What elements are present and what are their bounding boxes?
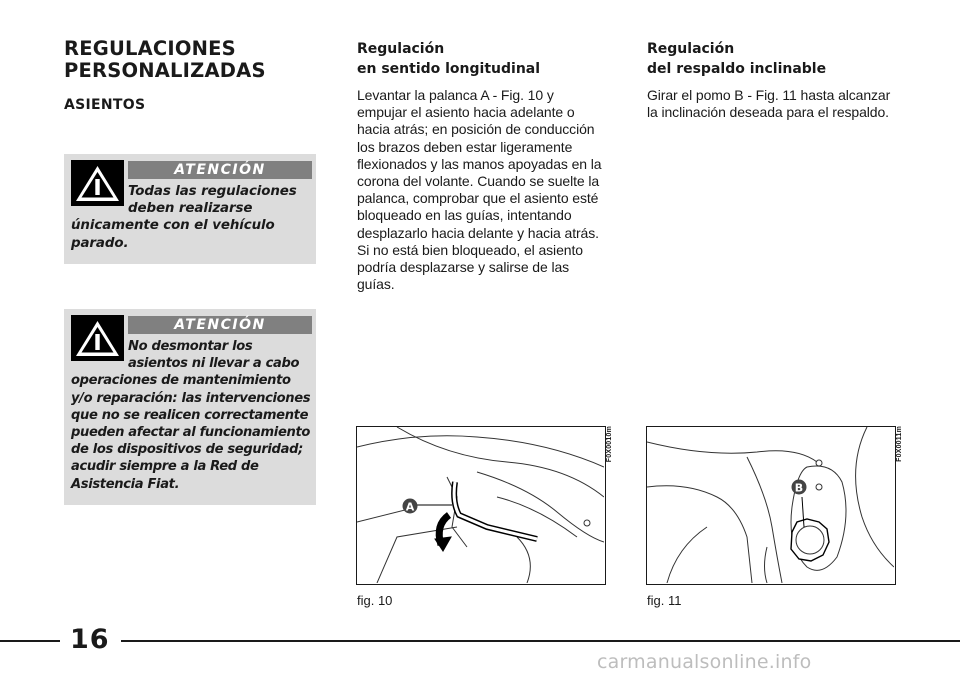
page-title-line-1: REGULACIONES bbox=[64, 37, 236, 60]
figure-marker: A bbox=[405, 500, 415, 514]
figure-caption: fig. 11 bbox=[647, 593, 682, 608]
backrest-heading bbox=[647, 40, 897, 79]
warning-box-2 bbox=[64, 309, 316, 505]
warning-box-1 bbox=[64, 154, 316, 264]
footer-rule-left bbox=[0, 640, 60, 642]
page-title-line-2: PERSONALIZADAS bbox=[64, 59, 266, 82]
figure-10 bbox=[356, 426, 606, 585]
footer-rule-right bbox=[121, 640, 960, 642]
longitudinal-section bbox=[357, 40, 607, 293]
longitudinal-heading-line-1: Regulación bbox=[357, 41, 445, 57]
page-number: 16 bbox=[70, 624, 110, 655]
page-title bbox=[64, 38, 314, 82]
figure-caption: fig. 10 bbox=[357, 593, 393, 608]
warning-label: ATENCIÓN bbox=[128, 161, 312, 179]
longitudinal-heading-line-2: en sentido longitudinal bbox=[357, 60, 541, 77]
section-title: ASIENTOS bbox=[64, 97, 146, 113]
backrest-section bbox=[647, 40, 897, 121]
longitudinal-heading bbox=[357, 40, 607, 79]
watermark: carmanualsonline.info bbox=[597, 651, 812, 673]
figure-code: F0X0011m bbox=[896, 426, 903, 462]
figure-marker: B bbox=[794, 481, 804, 495]
backrest-heading-line-2: del respaldo inclinable bbox=[647, 60, 827, 77]
figure-code: F0X0010m bbox=[606, 426, 613, 463]
figure-11 bbox=[646, 426, 896, 585]
warning-text: No desmontar los asientos ni llevar a cabo operaciones de mantenimiento y/o reparación: las intervenciones que no se realicen correctamente pueden afectar al funcionamiento de los dispositivos de seguridad; acudir siempre a la Red de Asistencia Fiat. bbox=[71, 339, 311, 492]
backrest-body: Girar el pomo B - Fig. 11 hasta alcanzar la inclinación deseada para el respaldo. bbox=[647, 87, 891, 121]
backrest-heading-line-1: Regulación bbox=[647, 41, 735, 57]
warning-label: ATENCIÓN bbox=[128, 316, 312, 334]
warning-text: Todas las regulaciones deben realizarse únicamente con el vehículo parado. bbox=[71, 184, 297, 251]
longitudinal-body: Levantar la palanca A - Fig. 10 y empujar el asiento hacia adelante o hacia atrás; en posición de conducción los brazos deben estar ligeramente flexionados y las manos apoyadas en la corona del volante. Cuando se suelte la palanca, comprobar que el asiento esté bloqueado en las guías, intentando desplazarlo hacia delante y hacia atrás. Si no está bien bloqueado, el asiento podría desplazarse y salirse de las guías. bbox=[357, 87, 602, 293]
